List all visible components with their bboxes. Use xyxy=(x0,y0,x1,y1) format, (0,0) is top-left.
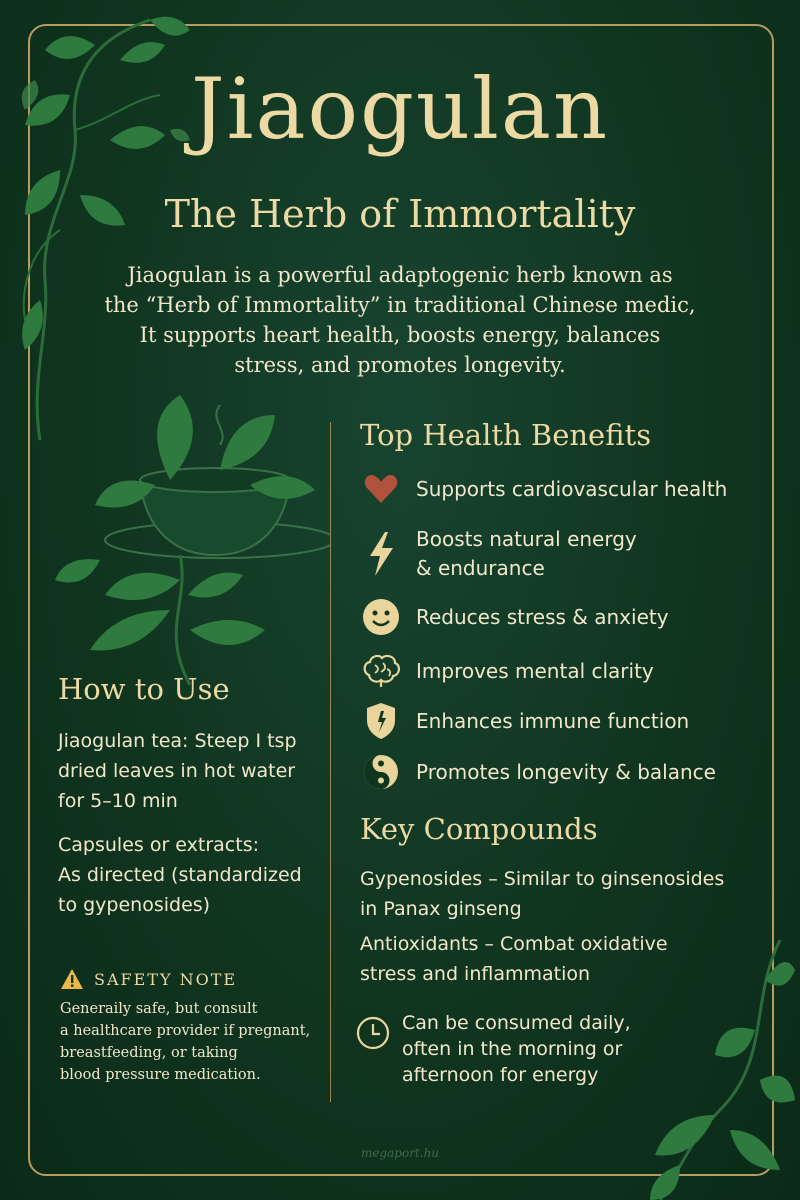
warning-icon xyxy=(60,968,84,990)
compounds-heading: Key Compounds xyxy=(360,812,598,846)
smiley-icon xyxy=(360,596,402,638)
column-divider xyxy=(330,422,331,1102)
brain-icon xyxy=(360,650,402,692)
intro-line: stress, and promotes longevity. xyxy=(234,353,566,377)
daily-line: afternoon for energy xyxy=(402,1064,599,1086)
capsule-instructions xyxy=(58,830,328,920)
benefit-item-longevity xyxy=(360,751,780,793)
safety-line: a healthcare provider if pregnant, xyxy=(60,1023,311,1039)
lightning-icon xyxy=(360,533,402,575)
benefit-label: Reduces stress & anxiety xyxy=(416,604,669,629)
tea-line: dried leaves in hot water xyxy=(58,760,296,782)
watermark: megaport.hu xyxy=(360,1146,440,1160)
safety-line: breastfeeding, or taking xyxy=(60,1045,238,1061)
page-title: Jiaogulan xyxy=(190,60,610,158)
intro-line: It supports heart health, boosts energy, balances xyxy=(139,323,661,347)
benefit-label: Supports cardiovascular health xyxy=(416,476,728,501)
benefit-item-energy xyxy=(360,525,780,583)
capsule-line: Capsules or extracts: xyxy=(58,834,259,856)
benefit-label-line2: & endurance xyxy=(416,556,545,580)
capsule-line: As directed (standardized xyxy=(58,864,302,886)
page-subtitle: The Herb of Immortality xyxy=(164,192,636,236)
benefit-item-stress xyxy=(360,596,780,638)
compound-line: Gypenosides – Similar to ginsenosides xyxy=(360,868,725,890)
compound-line: stress and inflammation xyxy=(360,963,591,985)
shield-icon xyxy=(360,700,402,742)
safety-line: Generaily safe, but consult xyxy=(60,1001,258,1017)
tea-line: Jiaogulan tea: Steep I tsp xyxy=(58,730,297,752)
how-to-use-heading: How to Use xyxy=(58,672,230,706)
tea-bowl-illustration xyxy=(40,390,330,690)
intro-line: the “Herb of Immortality” in traditional Chinese medic, xyxy=(104,293,696,317)
tea-instructions xyxy=(58,726,328,816)
daily-usage-note xyxy=(356,1010,631,1088)
clock-icon xyxy=(356,1016,390,1054)
intro-paragraph xyxy=(100,260,700,380)
safety-line: blood pressure medication. xyxy=(60,1067,261,1083)
safety-title-label: SAFETY NOTE xyxy=(94,969,238,989)
benefit-label: Improves mental clarity xyxy=(416,658,654,683)
daily-line: often in the morning or xyxy=(402,1038,623,1060)
benefit-item-cardiovascular xyxy=(360,468,780,510)
safety-note-title xyxy=(60,968,237,990)
compound-line: in Panax ginseng xyxy=(360,898,522,920)
benefit-label: Boosts natural energy xyxy=(416,527,637,551)
daily-line: Can be consumed daily, xyxy=(402,1012,631,1034)
compound-line: Antioxidants – Combat oxidative xyxy=(360,933,668,955)
capsule-line: to gypenosides) xyxy=(58,894,211,916)
yin-yang-icon xyxy=(360,751,402,793)
benefit-item-immune xyxy=(360,700,780,742)
intro-line: Jiaogulan is a powerful adaptogenic herb known as xyxy=(127,263,673,287)
tea-line: for 5–10 min xyxy=(58,790,178,812)
heart-icon xyxy=(360,468,402,510)
benefits-heading: Top Health Benefits xyxy=(360,418,652,452)
compound-antioxidants xyxy=(360,929,770,989)
benefit-label: Promotes longevity & balance xyxy=(416,759,716,784)
benefit-item-mental-clarity xyxy=(360,650,780,692)
safety-note-text xyxy=(60,998,330,1086)
benefit-label: Enhances immune function xyxy=(416,708,690,733)
compound-gypenosides xyxy=(360,864,770,924)
